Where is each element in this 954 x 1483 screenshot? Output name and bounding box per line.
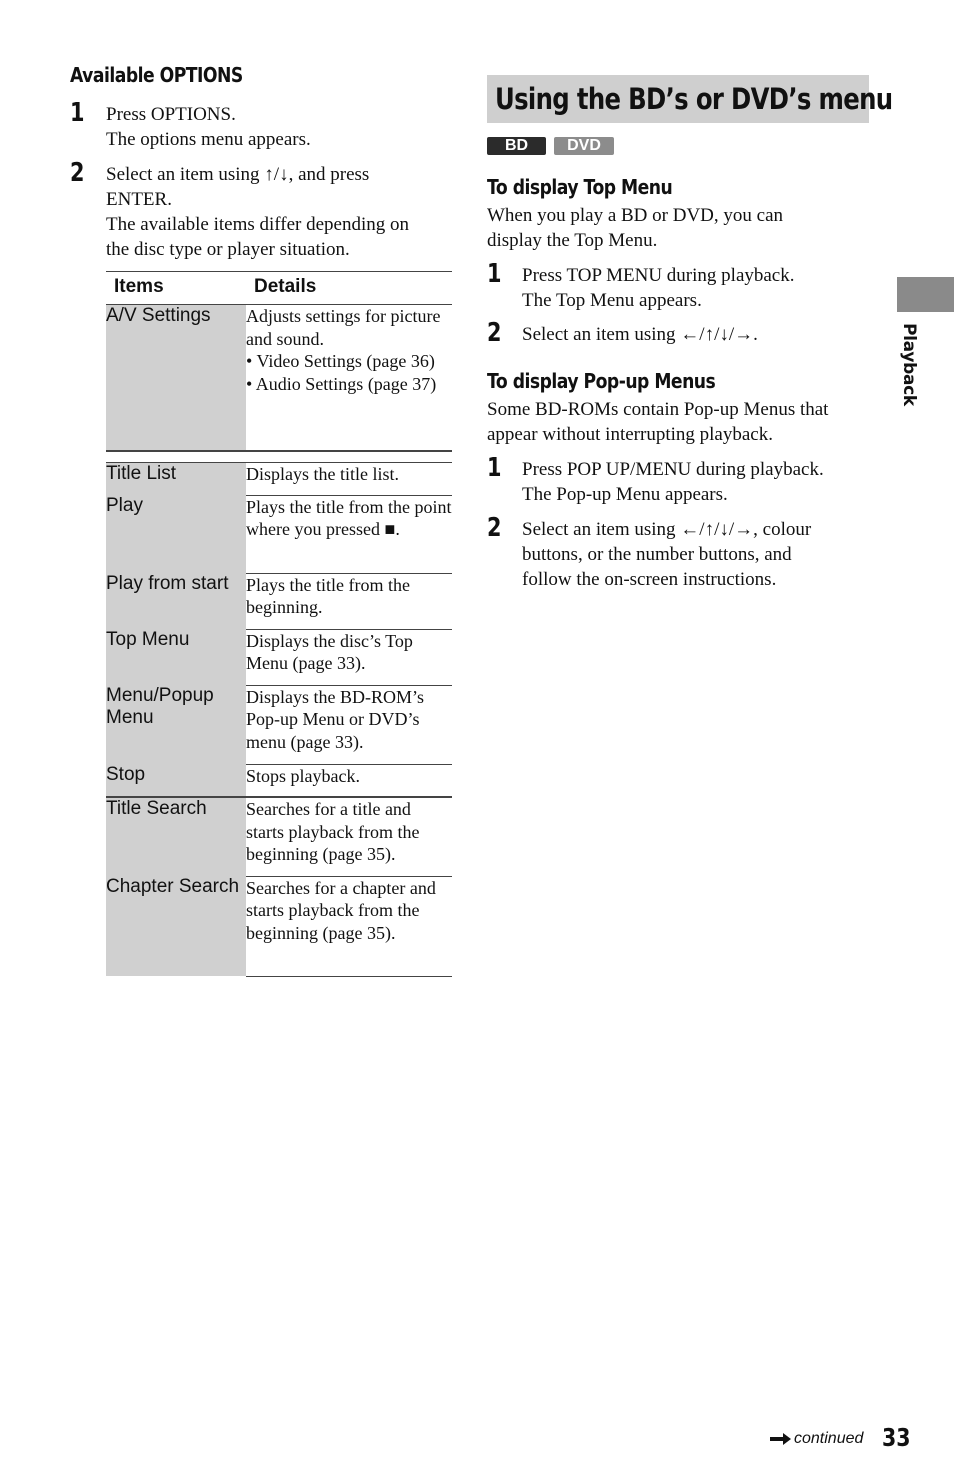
header-items: Items [106,272,246,305]
step-line: Press POP UP/MENU during playback. [522,459,824,480]
step-line: The options menu appears. [106,129,311,150]
arrow-right-icon [770,1432,792,1446]
section-title-bar [487,75,893,123]
intro-line: display the Top Menu. [487,230,658,251]
intro-line: appear without interrupting playback. [487,424,773,445]
detail-cell: Plays the title from the beginning. [246,573,452,629]
options-heading: Available OPTIONS [70,63,243,87]
table-header-row [106,272,452,305]
step-text [522,263,872,313]
step-line: buttons, or the number buttons, and [522,544,792,565]
step-number: 2 [70,158,85,188]
table-row [106,462,452,495]
table-row [106,629,452,685]
item-cell: Menu/Popup Menu [106,685,246,764]
step-line: Press TOP MENU during playback. [522,265,795,286]
options-table [106,271,452,977]
step-line: Select an item using ←/↑/↓/→, colour [522,519,812,540]
detail-cell: Searches for a chapter and starts playback from the beginning (page 35). [246,876,452,976]
step-line: The Top Menu appears. [522,290,702,311]
item-cell: A/V Settings [106,305,246,451]
detail-bullet: • Audio Settings (page 37) [246,373,437,394]
table-row [106,573,452,629]
chapter-tab-marker [897,277,954,312]
step-number: 1 [70,98,85,128]
item-cell: Play from start [106,573,246,629]
chapter-tab-label: Playback [899,323,919,406]
detail-cell: Stops playback. [246,764,452,797]
continued-indicator [770,1428,863,1450]
bd-badge: BD [487,137,546,155]
step-line: The available items differ depending on [106,214,410,235]
step-text [106,102,466,152]
step-line: The Pop-up Menu appears. [522,484,728,505]
detail-cell: Displays the BD-ROM’s Pop-up Menu or DVD’s menu (page 33). [246,685,452,764]
item-cell: Play [106,495,246,573]
detail-cell [246,305,452,451]
item-cell: Stop [106,764,246,797]
header-details: Details [246,272,452,305]
step-text [522,457,872,507]
spacer-cell [106,451,452,463]
item-cell: Title Search [106,797,246,876]
step-line: Select an item using ←/↑/↓/→. [522,324,758,345]
step-number: 2 [487,318,502,348]
table-row [106,797,452,876]
detail-text: Adjusts settings for picture and sound. [246,306,441,349]
step-line: follow the on-screen instructions. [522,569,777,590]
detail-cell: Plays the title from the point where you pressed ■. [246,495,452,573]
step-number: 1 [487,453,502,483]
intro-line: When you play a BD or DVD, you can [487,205,784,226]
step-line: ENTER. [106,189,172,210]
step-line: Select an item using ↑/↓, and press [106,164,370,185]
detail-cell: Searches for a title and starts playback from the beginning (page 35). [246,797,452,876]
popup-menu-intro [487,397,877,447]
step-text [522,322,872,347]
table-row [106,495,452,573]
table-row [106,305,452,451]
step-number: 1 [487,259,502,289]
page-number: 33 [882,1423,911,1452]
intro-line: Some BD-ROMs contain Pop-up Menus that [487,399,829,420]
continued-label: continued [794,1430,864,1447]
item-cell: Chapter Search [106,876,246,976]
table-row [106,764,452,797]
popup-menu-heading: To display Pop-up Menus [487,369,716,393]
table-spacer [106,451,452,463]
step-line: Press OPTIONS. [106,104,236,125]
step-line: the disc type or player situation. [106,239,350,260]
section-title: Using the BD’s or DVD’s menu [495,82,893,116]
top-menu-intro [487,203,877,253]
detail-bullet: • Video Settings (page 36) [246,351,435,371]
item-cell: Top Menu [106,629,246,685]
detail-cell: Displays the disc’s Top Menu (page 33). [246,629,452,685]
step-text [522,517,872,592]
item-cell: Title List [106,462,246,495]
table-row [106,876,452,976]
detail-cell: Displays the title list. [246,462,452,495]
dvd-badge: DVD [554,137,614,155]
top-menu-heading: To display Top Menu [487,175,673,199]
step-number: 2 [487,513,502,543]
step-text [106,162,466,262]
table-row [106,685,452,764]
